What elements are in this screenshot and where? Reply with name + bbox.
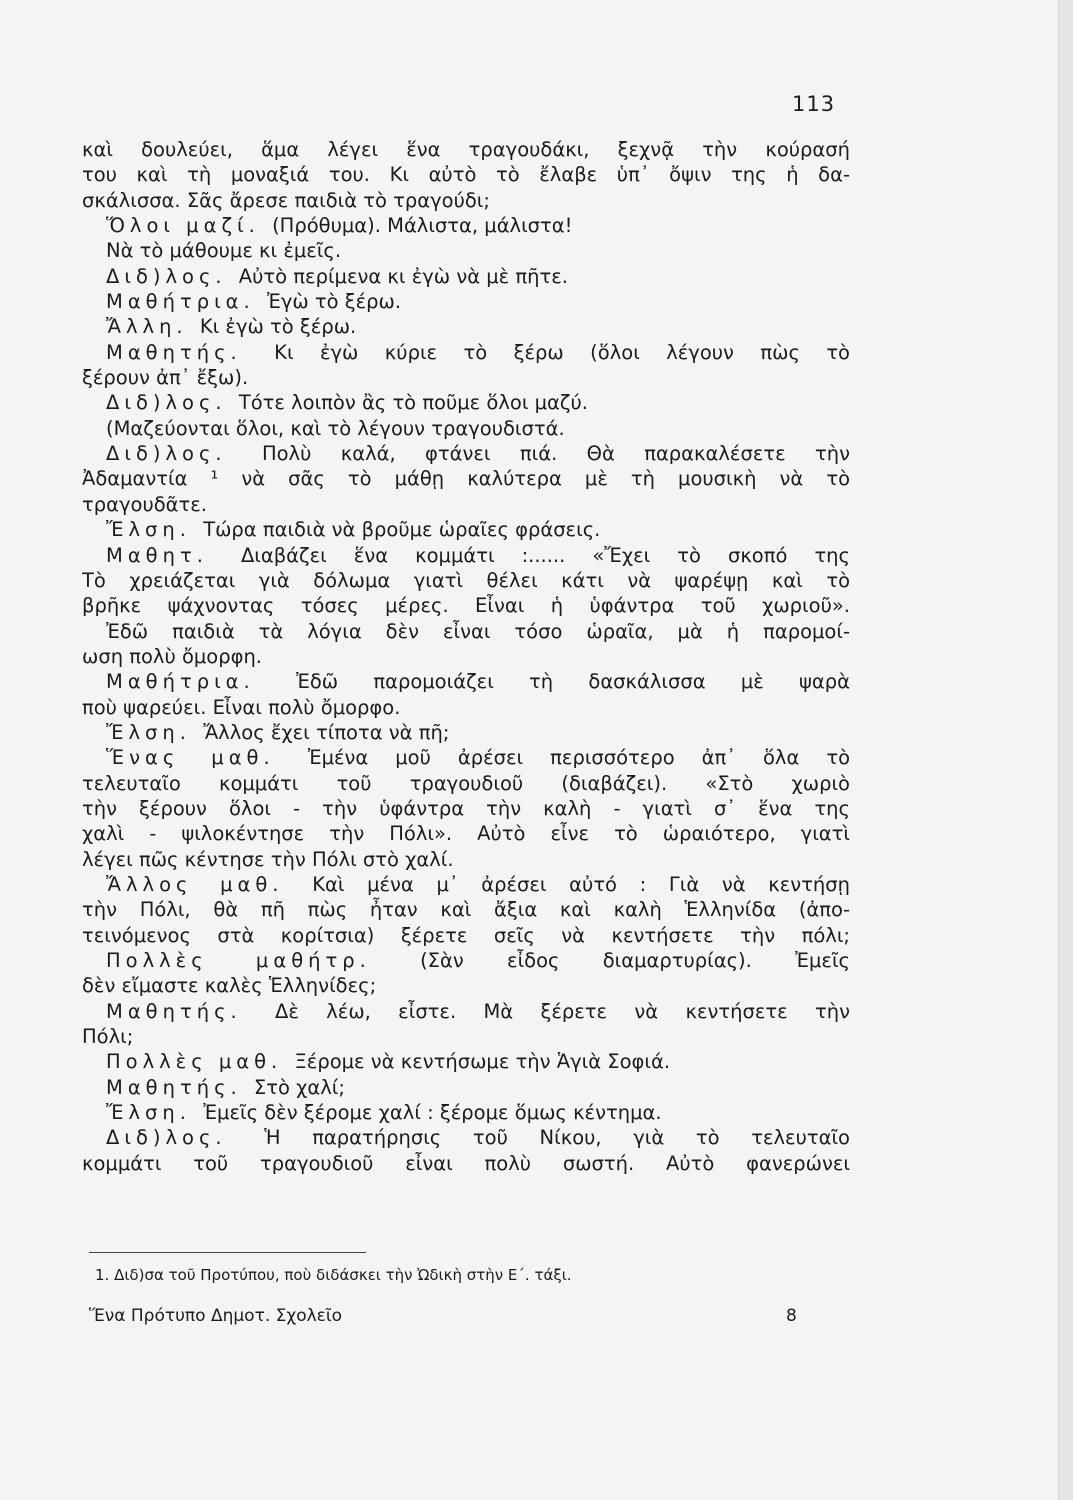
line-text: Ἡ παρατήρησις τοῦ Νίκου, γιὰ τὸ τελευταῖο — [264, 1126, 850, 1150]
text-line — [82, 1049, 850, 1074]
text-line — [82, 416, 850, 441]
text-line — [82, 1151, 850, 1176]
speaker-label: Ἕνας μαθ. — [106, 746, 275, 770]
text-line — [82, 137, 850, 162]
line-text: καὶ δουλεύει, ἅμα λέγει ἕνα τραγουδάκι, ξεχνᾷ τὴν κούρασή — [82, 138, 850, 161]
line-text: Στὸ χαλί; — [253, 1075, 345, 1099]
text-line — [82, 619, 850, 644]
line-text: λέγει πῶς κέντησε τὴν Πόλι στὸ χαλί. — [82, 847, 454, 871]
line-text: Νὰ τὸ μάθουμε κι ἐμεῖς. — [106, 239, 342, 263]
line-text: Ἐμεῖς δὲν ξέρομε χαλί : ξέρομε ὅμως κέντημα. — [203, 1101, 662, 1125]
line-text: Κι ἐγὼ κύριε τὸ ξέρω (ὅλοι λέγουν πὼς τὸ — [274, 340, 850, 364]
line-text: Ἐγὼ τὸ ξέρω. — [266, 290, 402, 314]
text-line — [82, 644, 850, 669]
text-line — [82, 593, 850, 618]
speaker-label: Μαθητής. — [106, 340, 242, 364]
text-line — [82, 188, 850, 213]
line-text: τελευταῖο κομμάτι τοῦ τραγουδιοῦ (διαβάζει). «Στὸ χωριὸ — [82, 771, 850, 795]
line-text: χαλὶ - ψιλοκέντησε τὴν Πόλι». Αὐτὸ εἶνε τὸ ὡραιότερο, γιατὶ — [82, 822, 850, 846]
text-line — [82, 492, 850, 517]
line-text: ξέρουν ἀπ᾿ ἔξω). — [82, 366, 249, 390]
speaker-label: Μαθητ. — [106, 543, 208, 567]
text-line — [82, 441, 850, 466]
text-line — [82, 999, 850, 1024]
speaker-label: Διδ)λος. — [106, 264, 227, 288]
text-line — [82, 543, 850, 568]
line-text: Ξέρομε νὰ κεντήσωμε τὴν Ἁγιὰ Σοφιά. — [294, 1050, 671, 1074]
speaker-label: Ἔλση. — [106, 518, 191, 542]
line-text: Ἐμένα μοῦ ἀρέσει περισσότερο ἀπ᾿ ὅλα τὸ — [307, 746, 850, 770]
line-text: Πόλι; — [82, 1025, 134, 1049]
speaker-label: Μαθητής. — [106, 999, 242, 1023]
text-line — [82, 314, 850, 339]
line-text: Ἄλλος ἔχει τίποτα νὰ πῆ; — [203, 720, 450, 744]
text-line — [82, 517, 850, 542]
line-text: Τὸ χρειάζεται γιὰ δόλωμα γιατὶ θέλει κάτι νὰ ψαρέψῃ καὶ τὸ — [82, 568, 850, 592]
text-line — [82, 897, 850, 922]
text-line — [82, 264, 850, 289]
text-line — [82, 340, 850, 365]
speaker-label: Ἔλση. — [106, 720, 191, 744]
footer-book-title: Ἕνα Πρότυπο Δημοτ. Σχολεῖο — [89, 1306, 342, 1326]
text-line — [82, 1100, 850, 1125]
line-text: (Σὰν εἶδος διαμαρτυρίας). Ἐμεῖς — [420, 949, 850, 972]
speaker-label: Διδ)λος. — [106, 1126, 227, 1150]
line-text: τὴν Πόλι, θὰ πῆ πὼς ἦταν καὶ ἄξια καὶ καλὴ Ἑλληνίδα (ἀπο- — [82, 898, 850, 922]
text-line — [82, 796, 850, 821]
line-text: βρῆκε ψάχνοντας τόσες μέρες. Εἶναι ἡ ὑφάντρα τοῦ χωριοῦ». — [82, 594, 850, 618]
text-line — [82, 1024, 850, 1049]
text-line — [82, 771, 850, 796]
line-text: Διαβάζει ἕνα κομμάτι :...... «Ἔχει τὸ σκοπό της — [240, 543, 850, 567]
line-text: Τώρα παιδιὰ νὰ βροῦμε ὡραῖες φράσεις. — [203, 518, 601, 542]
text-line — [82, 948, 850, 973]
text-line — [82, 847, 850, 872]
line-text: τεινόμενος στὰ κορίτσια) ξέρετε σεῖς νὰ κεντήσετε τὴν πόλι; — [82, 923, 850, 947]
page-number: 113 — [792, 92, 836, 116]
text-line — [82, 923, 850, 948]
text-line — [82, 466, 850, 491]
page-edge — [1058, 0, 1073, 1500]
line-text: (Μαζεύονται ὅλοι, καὶ τὸ λέγουν τραγουδιστά. — [106, 416, 565, 440]
line-text: Δὲ λέω, εἶστε. Μὰ ξέρετε νὰ κεντήσετε τὴν — [275, 999, 850, 1023]
line-text: Ἐδῶ παρομοιάζει τὴ δασκάλισσα μὲ ψαρὰ — [296, 670, 850, 694]
speaker-label: Μαθητής. — [106, 1075, 242, 1099]
line-text: κομμάτι τοῦ τραγουδιοῦ εἶναι πολὺ σωστή. Αὐτὸ φανερώνει — [82, 1151, 850, 1175]
line-text: Καὶ μένα μ᾿ ἀρέσει αὐτό : Γιὰ νὰ κεντήσῃ — [312, 872, 850, 896]
text-line — [82, 568, 850, 593]
line-text: Κι ἐγὼ τὸ ξέρω. — [199, 315, 357, 339]
speaker-label: Μαθήτρια. — [106, 670, 255, 694]
body-text — [82, 137, 850, 1176]
line-text: Ἀδαμαντία ¹ νὰ σᾶς τὸ μάθῃ καλύτερα μὲ τὴ μουσικὴ νὰ τὸ — [82, 467, 850, 491]
line-text: σκάλισσα. Σᾶς ἄρεσε παιδιὰ τὸ τραγούδι; — [82, 188, 490, 212]
text-line — [82, 872, 850, 897]
text-line — [82, 669, 850, 694]
line-text: δὲν εἴμαστε καλὲς Ἑλληνίδες; — [82, 974, 377, 998]
speaker-label: Διδ)λος. — [106, 391, 227, 415]
text-line — [82, 973, 850, 998]
line-text: Ἐδῶ παιδιὰ τὰ λόγια δὲν εἶναι τόσο ὡραῖα, μὰ ἡ παρομοί- — [106, 619, 850, 643]
line-text: Τότε λοιπὸν ἂς τὸ ποῦμε ὅλοι μαζύ. — [238, 391, 588, 415]
line-text: ποὺ ψαρεύει. Εἶναι πολὺ ὄμορφο. — [82, 695, 401, 719]
text-line — [82, 213, 850, 238]
line-text: ωση πολὺ ὄμορφη. — [82, 644, 263, 668]
text-line — [82, 1125, 850, 1150]
footnote-rule — [89, 1252, 366, 1253]
line-text: τὴν ξέρουν ὅλοι - τὴν ὑφάντρα τὴν καλὴ - γιατὶ σ᾿ ἕνα της — [82, 796, 850, 820]
speaker-label: Ἄλλη. — [106, 315, 188, 339]
line-text: Πολὺ καλά, φτάνει πιά. Θὰ παρακαλέσετε τὴν — [261, 442, 850, 466]
text-line — [82, 162, 850, 187]
text-line — [82, 238, 850, 263]
speaker-label: Πολλὲς μαθήτρ. — [106, 949, 371, 972]
text-line — [82, 821, 850, 846]
text-line — [82, 365, 850, 390]
speaker-label: Ὅλοι μαζί. — [106, 214, 260, 238]
text-line — [82, 720, 850, 745]
text-line — [82, 745, 850, 770]
line-text: του καὶ τὴ μοναξιά του. Κι αὐτὸ τὸ ἔλαβε ὑπ᾿ ὄψιν της ἡ δα- — [82, 163, 850, 187]
line-text: (Πρόθυμα). Μάλιστα, μάλιστα! — [272, 214, 573, 238]
line-text: τραγουδᾶτε. — [82, 492, 207, 516]
speaker-label: Πολλὲς μαθ. — [106, 1050, 283, 1074]
line-text: Αὐτὸ περίμενα κι ἐγὼ νὰ μὲ πῆτε. — [238, 264, 569, 288]
text-line — [82, 695, 850, 720]
speaker-label: Μαθήτρια. — [106, 290, 255, 314]
text-line — [82, 1075, 850, 1100]
text-line — [82, 390, 850, 415]
speaker-label: Ἔλση. — [106, 1101, 191, 1125]
footnote: 1. Διδ)σα τοῦ Προτύπου, ποὺ διδάσκει τὴν Ὠδικὴ στὴν Ε΄. τάξι. — [95, 1266, 572, 1284]
footer-signature-number: 8 — [786, 1306, 797, 1326]
text-line — [82, 289, 850, 314]
speaker-label: Ἄλλος μαθ. — [106, 872, 284, 896]
speaker-label: Διδ)λος. — [106, 442, 227, 466]
